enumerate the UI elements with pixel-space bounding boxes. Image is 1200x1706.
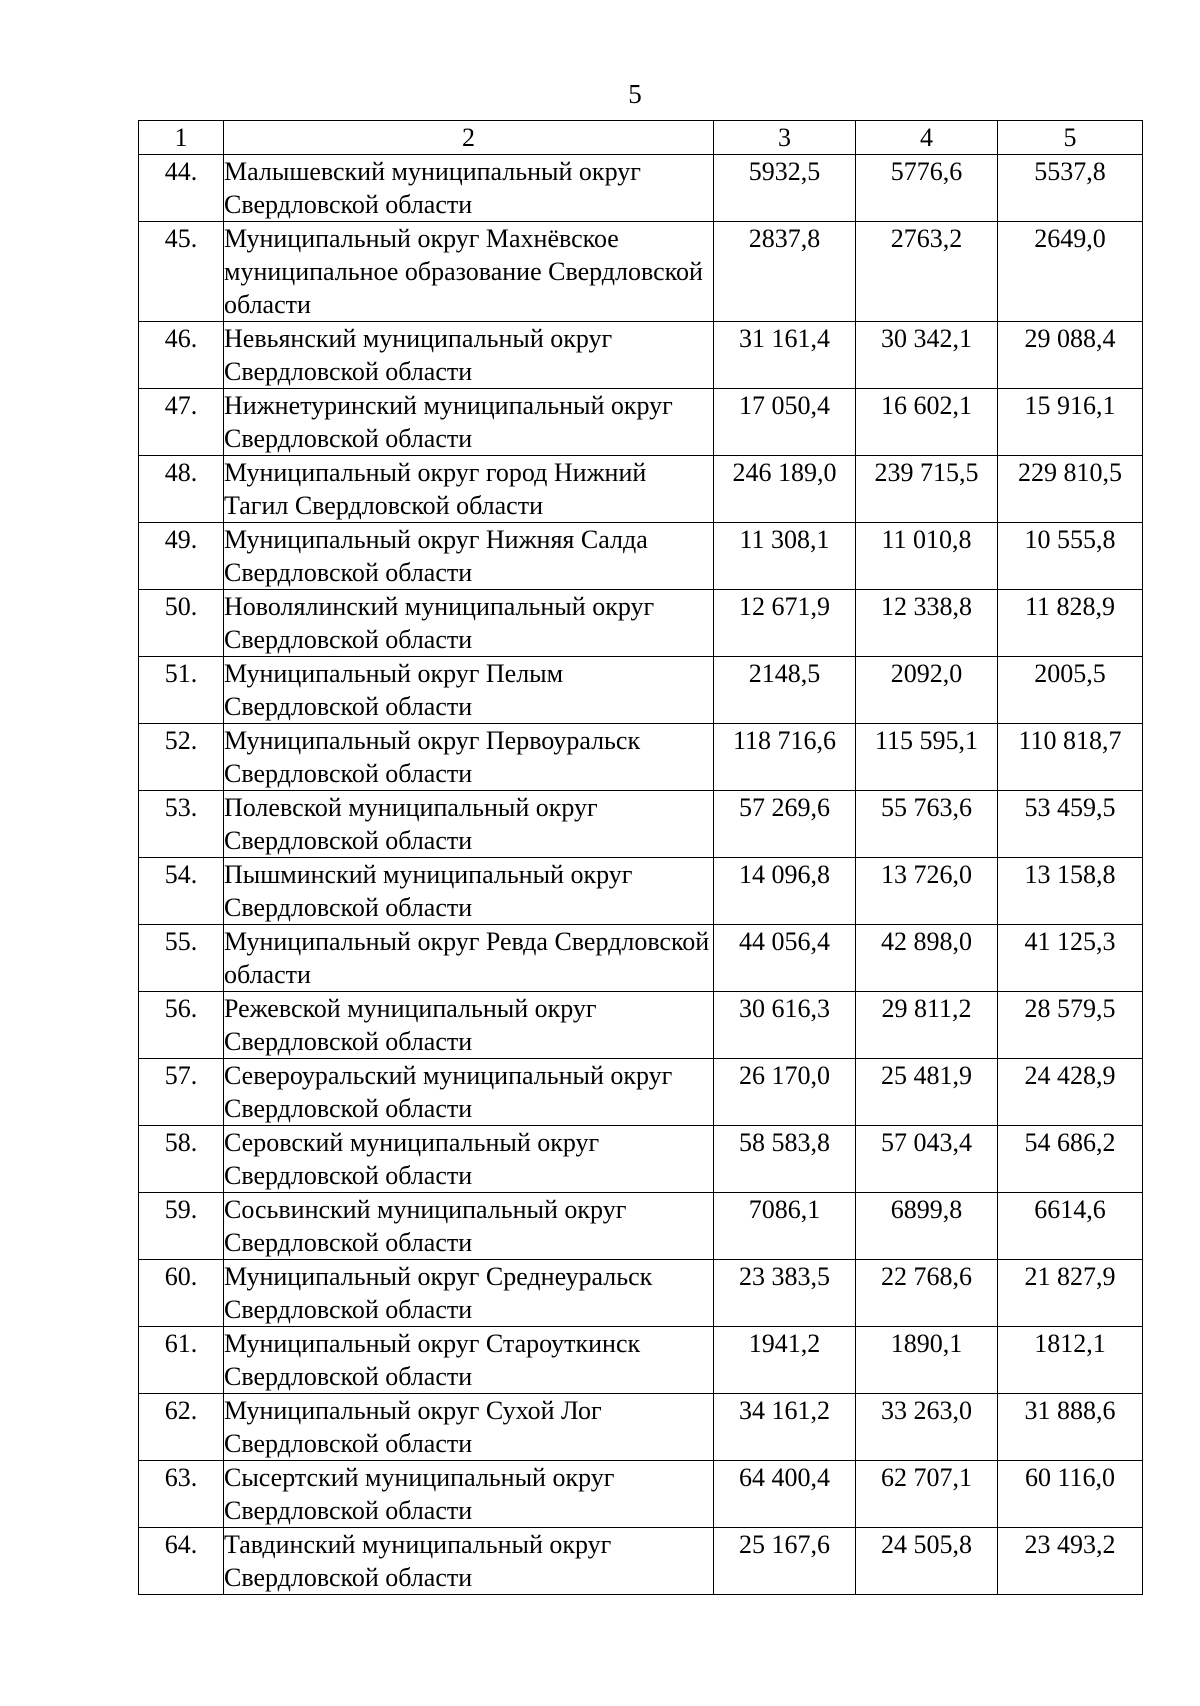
value-column-5: 21 827,9 [998,1260,1143,1327]
header-row [139,121,1143,155]
value-column-4: 62 707,1 [856,1461,998,1528]
value-column-5: 41 125,3 [998,925,1143,992]
data-table [138,120,1143,1595]
table-row [139,155,1143,222]
value-column-5: 2005,5 [998,657,1143,724]
municipality-name: Муниципальный округ Ревда Свердловской области [224,925,714,992]
value-column-4: 24 505,8 [856,1528,998,1595]
table-row [139,1327,1143,1394]
row-number: 63. [139,1461,224,1528]
value-column-4: 25 481,9 [856,1059,998,1126]
value-column-5: 229 810,5 [998,456,1143,523]
column-header-4: 4 [856,121,998,155]
municipality-name: Муниципальный округ Сухой Лог Свердловской области [224,1394,714,1461]
value-column-5: 24 428,9 [998,1059,1143,1126]
column-header-2: 2 [224,121,714,155]
value-column-3: 12 671,9 [714,590,856,657]
municipality-name: Муниципальный округ город Нижний Тагил Свердловской области [224,456,714,523]
value-column-5: 15 916,1 [998,389,1143,456]
value-column-3: 58 583,8 [714,1126,856,1193]
municipality-name: Полевской муниципальный округ Свердловской области [224,791,714,858]
table-row [139,724,1143,791]
table-row [139,925,1143,992]
value-column-5: 23 493,2 [998,1528,1143,1595]
value-column-4: 57 043,4 [856,1126,998,1193]
table-row [139,322,1143,389]
row-number: 61. [139,1327,224,1394]
value-column-5: 13 158,8 [998,858,1143,925]
row-number: 52. [139,724,224,791]
row-number: 45. [139,222,224,322]
value-column-4: 6899,8 [856,1193,998,1260]
table-row [139,858,1143,925]
table-row [139,389,1143,456]
value-column-5: 29 088,4 [998,322,1143,389]
table-row [139,1260,1143,1327]
table-row [139,1059,1143,1126]
value-column-3: 57 269,6 [714,791,856,858]
value-column-4: 2092,0 [856,657,998,724]
value-column-4: 16 602,1 [856,389,998,456]
column-header-1: 1 [139,121,224,155]
value-column-5: 6614,6 [998,1193,1143,1260]
municipality-name: Муниципальный округ Махнёвское муниципальное образование Свердловской области [224,222,714,322]
table-row [139,1394,1143,1461]
row-number: 47. [139,389,224,456]
value-column-3: 34 161,2 [714,1394,856,1461]
value-column-5: 10 555,8 [998,523,1143,590]
row-number: 50. [139,590,224,657]
municipality-name: Режевской муниципальный округ Свердловской области [224,992,714,1059]
value-column-3: 30 616,3 [714,992,856,1059]
row-number: 59. [139,1193,224,1260]
value-column-4: 33 263,0 [856,1394,998,1461]
value-column-5: 11 828,9 [998,590,1143,657]
value-column-5: 60 116,0 [998,1461,1143,1528]
value-column-5: 5537,8 [998,155,1143,222]
row-number: 44. [139,155,224,222]
value-column-3: 64 400,4 [714,1461,856,1528]
row-number: 51. [139,657,224,724]
municipality-name: Пышминский муниципальный округ Свердловской области [224,858,714,925]
municipality-name: Муниципальный округ Первоуральск Свердловской области [224,724,714,791]
municipality-name: Серовский муниципальный округ Свердловской области [224,1126,714,1193]
value-column-4: 30 342,1 [856,322,998,389]
table-row [139,456,1143,523]
row-number: 54. [139,858,224,925]
table-row [139,1193,1143,1260]
municipality-name: Сосьвинский муниципальный округ Свердловской области [224,1193,714,1260]
municipality-name: Муниципальный округ Староуткинск Свердловской области [224,1327,714,1394]
value-column-5: 53 459,5 [998,791,1143,858]
value-column-4: 29 811,2 [856,992,998,1059]
value-column-3: 2148,5 [714,657,856,724]
value-column-4: 2763,2 [856,222,998,322]
value-column-4: 42 898,0 [856,925,998,992]
table-row [139,657,1143,724]
municipality-name: Сысертский муниципальный округ Свердловской области [224,1461,714,1528]
value-column-5: 1812,1 [998,1327,1143,1394]
table-row [139,590,1143,657]
value-column-3: 31 161,4 [714,322,856,389]
municipality-name: Малышевский муниципальный округ Свердловской области [224,155,714,222]
row-number: 64. [139,1528,224,1595]
value-column-4: 55 763,6 [856,791,998,858]
row-number: 62. [139,1394,224,1461]
page-number: 5 [628,79,642,109]
row-number: 58. [139,1126,224,1193]
value-column-3: 44 056,4 [714,925,856,992]
value-column-3: 14 096,8 [714,858,856,925]
value-column-3: 23 383,5 [714,1260,856,1327]
value-column-3: 11 308,1 [714,523,856,590]
row-number: 46. [139,322,224,389]
value-column-4: 115 595,1 [856,724,998,791]
table-row [139,1126,1143,1193]
value-column-5: 2649,0 [998,222,1143,322]
row-number: 60. [139,1260,224,1327]
value-column-4: 1890,1 [856,1327,998,1394]
value-column-3: 2837,8 [714,222,856,322]
municipality-name: Муниципальный округ Нижняя Салда Свердловской области [224,523,714,590]
column-header-3: 3 [714,121,856,155]
value-column-4: 11 010,8 [856,523,998,590]
municipality-name: Новолялинский муниципальный округ Свердловской области [224,590,714,657]
row-number: 53. [139,791,224,858]
value-column-3: 246 189,0 [714,456,856,523]
table-row [139,523,1143,590]
table-body [139,155,1143,1595]
municipality-name: Нижнетуринский муниципальный округ Свердловской области [224,389,714,456]
table-row [139,791,1143,858]
table-row [139,992,1143,1059]
municipality-name: Муниципальный округ Пелым Свердловской области [224,657,714,724]
municipality-name: Муниципальный округ Среднеуральск Свердловской области [224,1260,714,1327]
municipality-name: Североуральский муниципальный округ Свердловской области [224,1059,714,1126]
value-column-5: 110 818,7 [998,724,1143,791]
municipality-name: Тавдинский муниципальный округ Свердловской области [224,1528,714,1595]
value-column-5: 31 888,6 [998,1394,1143,1461]
municipality-name: Невьянский муниципальный округ Свердловской области [224,322,714,389]
value-column-3: 25 167,6 [714,1528,856,1595]
row-number: 57. [139,1059,224,1126]
column-header-5: 5 [998,121,1143,155]
value-column-3: 17 050,4 [714,389,856,456]
value-column-3: 1941,2 [714,1327,856,1394]
row-number: 48. [139,456,224,523]
row-number: 49. [139,523,224,590]
table-row [139,1528,1143,1595]
value-column-5: 54 686,2 [998,1126,1143,1193]
value-column-3: 7086,1 [714,1193,856,1260]
value-column-4: 22 768,6 [856,1260,998,1327]
value-column-3: 5932,5 [714,155,856,222]
row-number: 55. [139,925,224,992]
row-number: 56. [139,992,224,1059]
value-column-4: 5776,6 [856,155,998,222]
value-column-4: 13 726,0 [856,858,998,925]
value-column-4: 239 715,5 [856,456,998,523]
table-row [139,1461,1143,1528]
value-column-3: 26 170,0 [714,1059,856,1126]
value-column-3: 118 716,6 [714,724,856,791]
value-column-5: 28 579,5 [998,992,1143,1059]
table-row [139,222,1143,322]
value-column-4: 12 338,8 [856,590,998,657]
